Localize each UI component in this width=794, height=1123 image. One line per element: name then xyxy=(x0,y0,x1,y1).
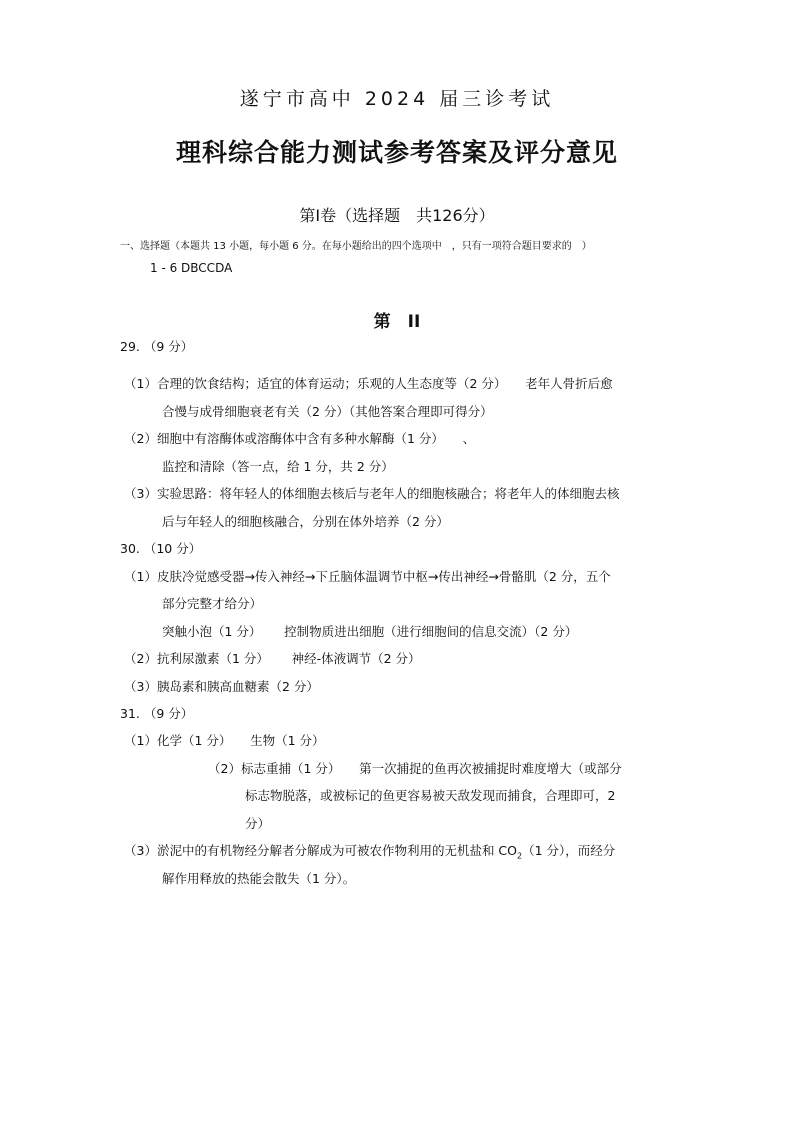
q31-line-5 xyxy=(124,841,615,861)
q31-line-5-part-b: （1 分），而经分 xyxy=(522,843,616,858)
q31-line-6: 解作用释放的热能会散失（1 分）。 xyxy=(162,871,356,886)
q31-line-1: （1）化学（1 分） 生物（1 分） xyxy=(124,733,325,748)
q29-line-1: （1）合理的饮食结构；适宜的体育运动；乐观的人生态度等（2 分） 老年人骨折后愈 xyxy=(124,376,613,391)
q31-heading: 31. （9 分） xyxy=(120,706,194,721)
q30-line-5: （3）胰岛素和胰高血糖素（2 分） xyxy=(124,679,319,694)
exam-title: 遂宁市高中 2024 届三诊考试 xyxy=(239,88,555,110)
part1-instruction: 一、选择题（本题共 13 小题，每小题 6 分。在每小题给出的四个选项中 ，只有一项符合题目要求的 ） xyxy=(120,241,592,252)
page-title: 理科综合能力测试参考答案及评分意见 xyxy=(175,138,618,167)
part2-title: 第 II xyxy=(373,312,421,332)
q31-line-5-part-a: （3）淤泥中的有机物经分解者分解成为可被农作物利用的无机盐和 CO xyxy=(124,843,517,858)
choice-answers: 1 - 6 DBCCDA xyxy=(150,261,233,275)
co2-subscript: 2 xyxy=(517,851,523,861)
q30-line-4: （2）抗利尿激素（1 分） 神经-体液调节（2 分） xyxy=(124,651,421,666)
q29-line-3: （2）细胞中有溶酶体或溶酶体中含有多种水解酶（1 分） 、 xyxy=(124,431,476,446)
part1-title: 第Ⅰ卷（选择题 共126分） xyxy=(299,206,495,225)
q30-heading: 30. （10 分） xyxy=(120,541,202,556)
q29-line-5: （3）实验思路：将年轻人的体细胞去核后与老年人的细胞核融合；将老年人的体细胞去核 xyxy=(124,486,620,501)
q31-line-3: 标志物脱落，或被标记的鱼更容易被天敌发现而捕食，合理即可，2 xyxy=(245,788,616,803)
q30-line-1: （1）皮肤冷觉感受器→传入神经→下丘脑体温调节中枢→传出神经→骨骼肌（2 分，五个 xyxy=(124,569,611,584)
q30-line-2: 部分完整才给分） xyxy=(162,596,263,611)
q29-line-4: 监控和清除（答一点，给 1 分，共 2 分） xyxy=(162,459,394,474)
q31-line-2: （2）标志重捕（1 分） 第一次捕捉的鱼再次被捕捉时难度增大（或部分 xyxy=(208,761,622,776)
q31-line-4: 分） xyxy=(245,816,271,831)
q29-line-6: 后与年轻人的细胞核融合，分别在体外培养（2 分） xyxy=(162,514,449,529)
q30-line-3: 突触小泡（1 分） 控制物质进出细胞（进行细胞间的信息交流）（2 分） xyxy=(162,624,578,639)
q29-line-2: 合慢与成骨细胞衰老有关（2 分）（其他答案合理即可得分） xyxy=(162,404,493,419)
q29-heading: 29. （9 分） xyxy=(120,339,194,354)
